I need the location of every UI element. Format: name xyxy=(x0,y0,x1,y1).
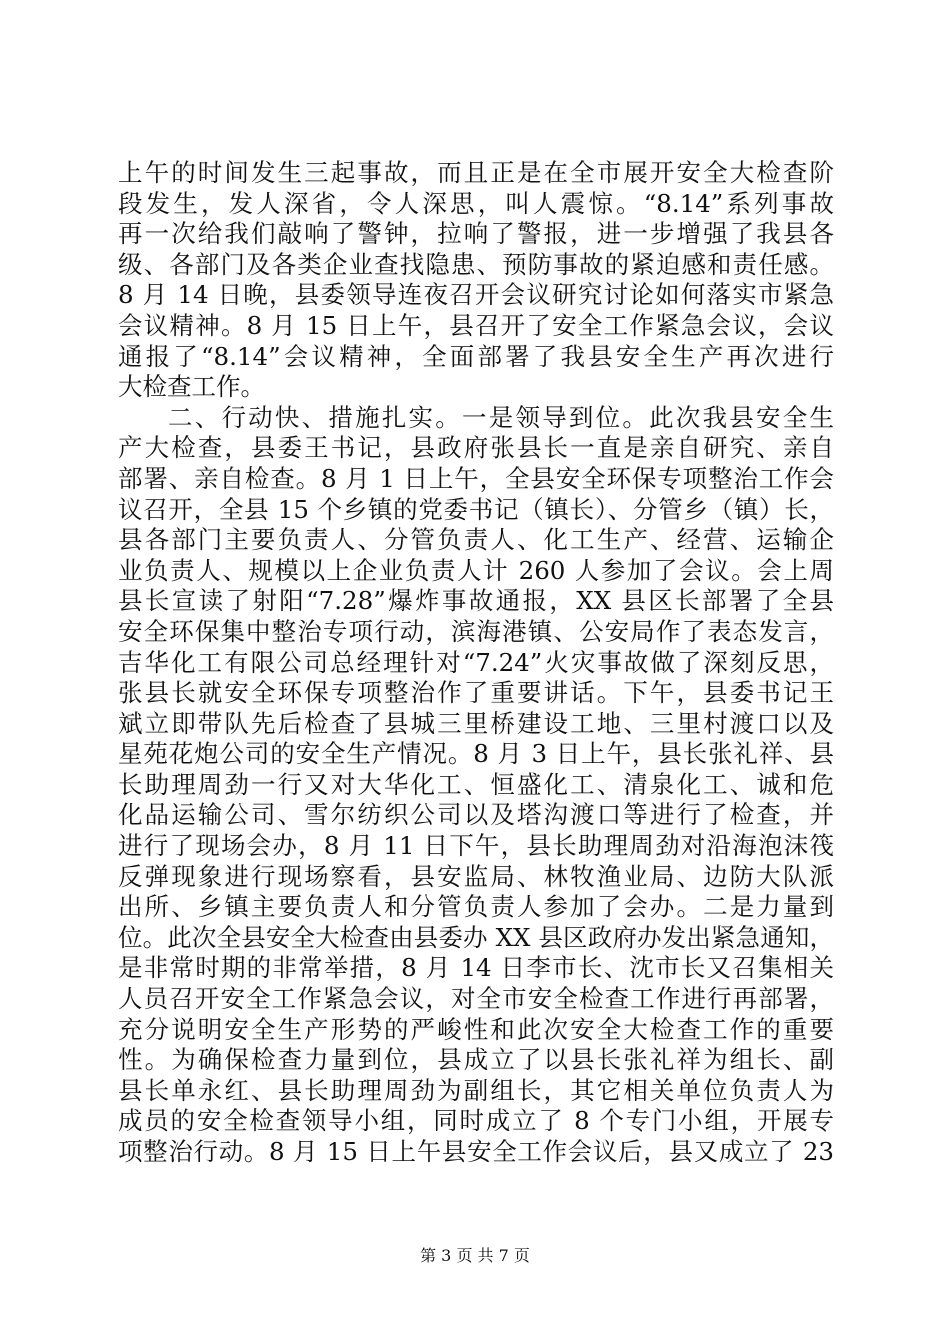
text-line: 化品运输公司、雪尔纺织公司以及塔沟渡口等进行了检查，并 xyxy=(118,800,834,830)
text-line: 县长单永红、县长助理周劲为副组长，其它相关单位负责人为 xyxy=(118,1075,834,1105)
text-line: 反弹现象进行现场察看，县安监局、林牧渔业局、边防大队派 xyxy=(118,861,834,891)
text-line: 项整治行动。8 月 15 日上午县安全工作会议后，县又成立了 23 xyxy=(118,1137,834,1166)
text-line: 吉华化工有限公司总经理针对“7.24”火灾事故做了深刻反思， xyxy=(118,647,834,677)
text-line: 是非常时期的非常举措，8 月 14 日李市长、沈市长又召集相关 xyxy=(118,953,834,983)
text-line: 产大检查，县委王书记，县政府张县长一直是亲自研究、亲自 xyxy=(118,433,834,463)
text-line: 进行了现场会办，8 月 11 日下午，县长助理周劲对沿海泡沫筏 xyxy=(118,831,834,861)
text-line: 议召开，全县 15 个乡镇的党委书记（镇长）、分管乡（镇）长， xyxy=(118,494,834,524)
text-line: 位。此次全县安全大检查由县委办 XX 县区政府办发出紧急通知， xyxy=(118,922,834,952)
body-text xyxy=(118,158,834,1168)
paragraph-start-line: 二、行动快、措施扎实。一是领导到位。此次我县安全生 xyxy=(168,402,834,432)
text-line: 斌立即带队先后检查了县城三里桥建设工地、三里村渡口以及 xyxy=(118,708,834,738)
text-line: 会议精神。8 月 15 日上午，县召开了安全工作紧急会议，会议 xyxy=(118,310,834,340)
text-line: 星苑花炮公司的安全生产情况。8 月 3 日上午，县长张礼祥、县 xyxy=(118,739,834,769)
text-line: 8 月 14 日晚，县委领导连夜召开会议研究讨论如何落实市紧急 xyxy=(118,280,834,310)
page-footer xyxy=(0,1243,950,1266)
text-line: 充分说明安全生产形势的严峻性和此次安全大检查工作的重要 xyxy=(118,1014,834,1044)
text-line: 大检查工作。 xyxy=(118,372,265,402)
text-line: 出所、乡镇主要负责人和分管负责人参加了会办。二是力量到 xyxy=(118,892,834,922)
text-line: 上午的时间发生三起事故，而且正是在全市展开安全大检查阶 xyxy=(118,158,834,187)
text-line: 成员的安全检查领导小组，同时成立了 8 个专门小组，开展专 xyxy=(118,1106,834,1136)
text-line: 部署、亲自检查。8 月 1 日上午，全县安全环保专项整治工作会 xyxy=(118,463,834,493)
text-line: 长助理周劲一行又对大华化工、恒盛化工、清泉化工、诚和危 xyxy=(118,769,834,799)
text-line: 再一次给我们敲响了警钟，拉响了警报，进一步增强了我县各 xyxy=(118,219,834,249)
text-line: 张县长就安全环保专项整治作了重要讲话。下午，县委书记王 xyxy=(118,678,834,708)
text-line: 安全环保集中整治专项行动，滨海港镇、公安局作了表态发言， xyxy=(118,616,834,646)
text-line: 县长宣读了射阳“7.28”爆炸事故通报，XX 县区长部署了全县 xyxy=(118,586,834,616)
text-line: 段发生，发人深省，令人深思，叫人震惊。“8.14”系列事故 xyxy=(118,188,834,218)
text-line: 业负责人、规模以上企业负责人计 260 人参加了会议。会上周 xyxy=(118,555,834,585)
text-line: 人员召开安全工作紧急会议，对全市安全检查工作进行再部署， xyxy=(118,984,834,1014)
page-number-label: 第 3 页 共 7 页 xyxy=(420,1246,530,1265)
text-line: 县各部门主要负责人、分管负责人、化工生产、经营、运输企 xyxy=(118,525,834,555)
text-line: 级、各部门及各类企业查找隐患、预防事故的紧迫感和责任感。 xyxy=(118,249,834,279)
text-line: 性。为确保检查力量到位，县成立了以县长张礼祥为组长、副 xyxy=(118,1045,834,1075)
text-line: 通报了“8.14”会议精神，全面部署了我县安全生产再次进行 xyxy=(118,341,834,371)
